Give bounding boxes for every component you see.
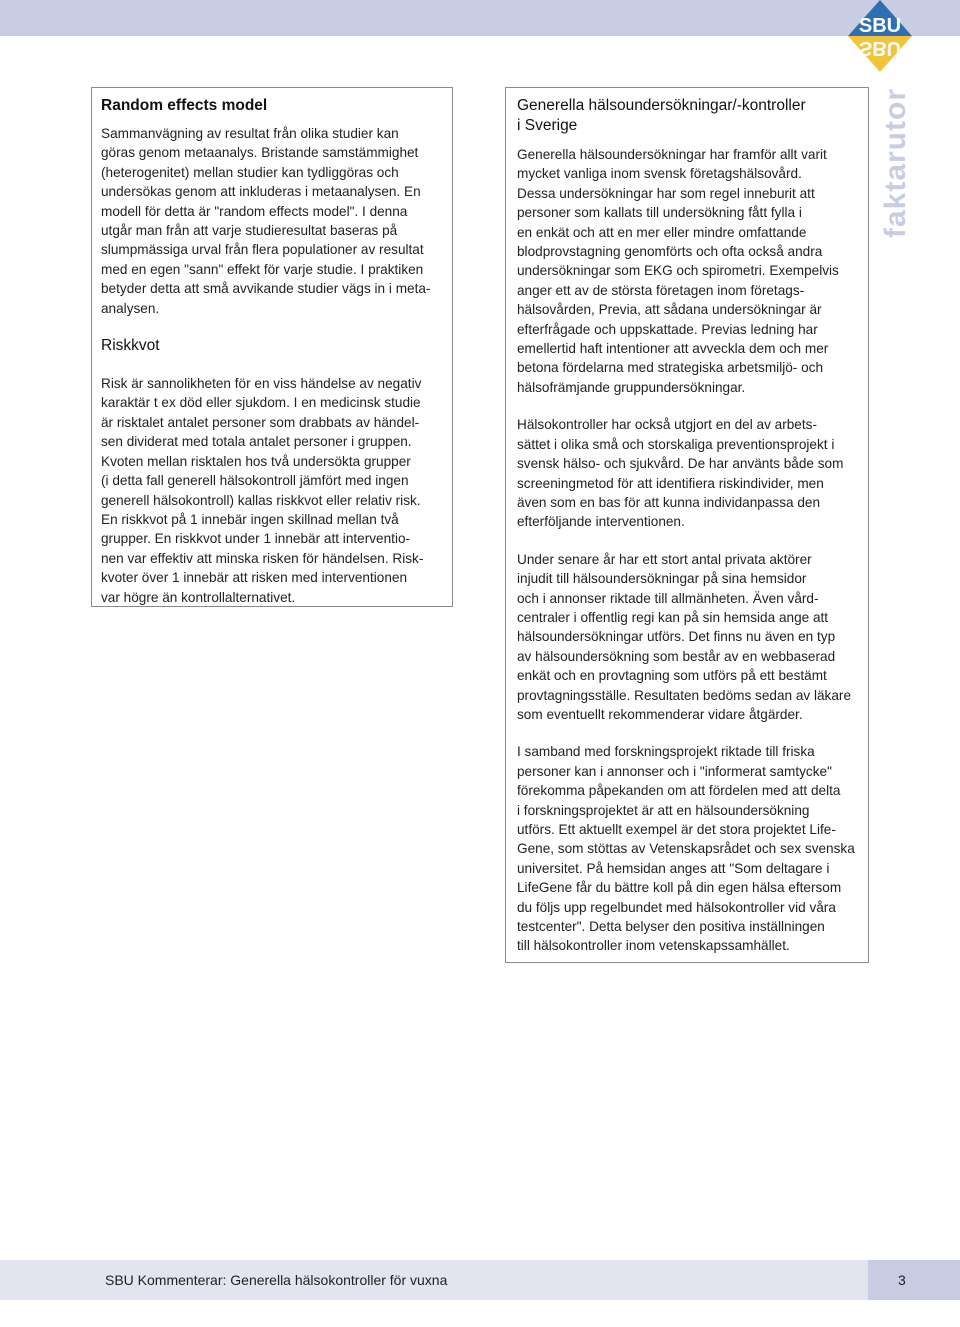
text-line: du följs upp regelbundet med hälsokontroller vid våra xyxy=(517,899,836,915)
text-line: och i annonser riktade till allmänheten. Även vård- xyxy=(517,590,819,606)
text-line: hälsovården, Previa, att sådana undersökningar är xyxy=(517,302,822,318)
text-line: med en egen "sann" effekt för varje studie. I praktiken xyxy=(101,261,424,277)
text-line: personer kan i annonser och i "informerat samtycke" xyxy=(517,763,832,779)
text-line: kvoter över 1 innebär att risken med interventionen xyxy=(101,570,408,586)
left-title-riskkvot: Riskkvot xyxy=(101,337,160,355)
text-line: utgår man från att varje studieresultat baseras på xyxy=(101,223,398,239)
text-line: Gene, som stöttas av Vetenskapsrådet och sex svenska xyxy=(517,841,855,857)
text-line: i forskningsprojektet är att en hälsoundersökning xyxy=(517,802,810,818)
text-line: Kvoten mellan risktalen hos två undersökta grupper xyxy=(101,453,411,469)
text-line: sen dividerat med totala antalet personer i gruppen. xyxy=(101,434,412,450)
text-line: sättet i olika små och storskaliga preventionsprojekt i xyxy=(517,436,835,452)
text-line: testcenter". Detta belyser den positiva inställningen xyxy=(517,919,825,935)
page-number: 3 xyxy=(898,1272,906,1288)
right-para-1 xyxy=(517,145,858,397)
text-line: Hälsokontroller har också utgjort en del av arbets- xyxy=(517,417,817,433)
fact-box-left xyxy=(91,87,453,607)
text-line: screeningmetod för att identifiera riskindivider, men xyxy=(517,475,824,491)
text-line: modell för detta är "random effects model". I denna xyxy=(101,203,408,219)
header-band xyxy=(0,0,960,36)
text-line: undersökningar som EKG och spirometri. Exempelvis xyxy=(517,263,839,279)
text-line: som eventuellt rekommenderar vidare åtgärder. xyxy=(517,706,803,722)
text-line: är risktalet antalet personer som drabbats av händel- xyxy=(101,414,420,430)
right-para-4 xyxy=(517,742,858,955)
text-line: analysen. xyxy=(101,300,160,316)
title-line: i Sverige xyxy=(517,117,578,134)
text-line: svensk hälso- och sjukvård. De har använts både som xyxy=(517,456,844,472)
text-line: Sammanvägning av resultat från olika studier kan xyxy=(101,126,399,141)
text-line: Risk är sannolikheten för en viss händelse av negativ xyxy=(101,376,422,392)
left-para-random-effects xyxy=(101,124,442,318)
text-line: (heterogenitet) mellan studier kan tydliggöras och xyxy=(101,164,399,180)
text-line: karaktär t ex död eller sjukdom. I en medicinsk studie xyxy=(101,395,421,411)
text-line: hälsofrämjande gruppundersökningar. xyxy=(517,379,746,395)
footer-page-block xyxy=(868,1260,960,1300)
text-line: av hälsoundersökning som består av en webbaserad xyxy=(517,648,836,664)
text-line: mycket vanliga inom svensk företagshälsovård. xyxy=(517,166,802,182)
right-para-2 xyxy=(517,415,858,531)
text-line: Generella hälsoundersökningar har framför allt varit xyxy=(517,147,827,162)
fact-box-right xyxy=(505,87,869,963)
text-line: även som en bas för att kunna individanpassa den xyxy=(517,494,821,510)
sbu-logo[interactable] xyxy=(848,0,912,72)
text-line: till hälsokontroller inom vetenskapssamhället. xyxy=(517,938,790,954)
text-line: anger ett av de största företagen inom företags- xyxy=(517,282,805,298)
right-para-3 xyxy=(517,550,858,725)
text-line: generell hälsokontroll) kallas riskkvot eller relativ risk. xyxy=(101,492,421,508)
text-line: var högre än kontrollalternativet. xyxy=(101,589,296,605)
text-line: En riskkvot på 1 innebär ingen skillnad mellan två xyxy=(101,511,399,527)
text-line: provtagningsställe. Resultaten bedöms sedan av läkare xyxy=(517,687,852,703)
right-title xyxy=(517,96,858,136)
text-line: en enkät och att en mer eller mindre omfattande xyxy=(517,224,807,240)
text-line: utförs. Ett aktuellt exempel är det stora projektet Life- xyxy=(517,822,836,837)
text-line: efterföljande interventionen. xyxy=(517,514,685,530)
text-line: Under senare år har ett stort antal privata aktörer xyxy=(517,551,812,567)
text-line: grupper. En riskkvot under 1 innebär att interventio- xyxy=(101,531,411,547)
logo-text-bottom: SBU xyxy=(858,37,902,59)
text-line: centraler i offentlig regi kan på sin hemsida ange att xyxy=(517,609,829,625)
left-title-random-effects: Random effects model xyxy=(101,97,268,114)
title-line: Generella hälsoundersökningar/-kontroller xyxy=(517,97,806,114)
text-line: efterfrågade och uppskattade. Previas ledning har xyxy=(517,321,818,337)
logo-text-top: SBU xyxy=(858,15,902,37)
footer-title: SBU Kommenterar: Generella hälsokontroller för vuxna xyxy=(105,1272,448,1288)
text-line: enkät och en provtagning som utförs på ett bestämt xyxy=(517,668,827,684)
text-line: I samband med forskningsprojekt riktade till friska xyxy=(517,744,815,760)
text-line: betyder detta att små avvikande studier vägs in i meta- xyxy=(101,281,431,297)
text-line: nen var effektiv att minska risken för händelsen. Risk- xyxy=(101,550,424,566)
side-label-text: faktarutor xyxy=(879,88,912,239)
text-line: göras genom metaanalys. Bristande samstämmighet xyxy=(101,145,419,161)
text-line: undersökas genom att inkluderas i metaanalysen. En xyxy=(101,184,421,200)
text-line: Dessa undersökningar har som regel inneburit att xyxy=(517,185,815,201)
text-line: betona fördelarna med strategiska arbetsmiljö- och xyxy=(517,360,824,376)
text-line: (i detta fall generell hälsokontroll jämfört med ingen xyxy=(101,473,409,489)
text-line: personer som kallats till undersökning fått fylla i xyxy=(517,205,802,221)
text-line: hälsoundersökningar utförs. Det finns nu även en typ xyxy=(517,629,836,645)
left-para-riskkvot xyxy=(101,374,442,607)
text-line: universitet. På hemsidan anges att "Som deltagare i xyxy=(517,860,830,876)
text-line: slumpmässiga urval från flera populationer av resultat xyxy=(101,242,424,258)
text-line: förekomma påpekanden om att fördelen med att delta xyxy=(517,783,841,799)
text-line: blodprovstagning genomförts och ofta också andra xyxy=(517,244,823,260)
text-line: LifeGene får du bättre koll på din egen hälsa eftersom xyxy=(517,880,842,896)
text-line: injudit till hälsoundersökningar på sina hemsidor xyxy=(517,571,807,587)
side-label xyxy=(866,88,926,288)
text-line: emellertid haft intentioner att avveckla dem och mer xyxy=(517,341,829,357)
